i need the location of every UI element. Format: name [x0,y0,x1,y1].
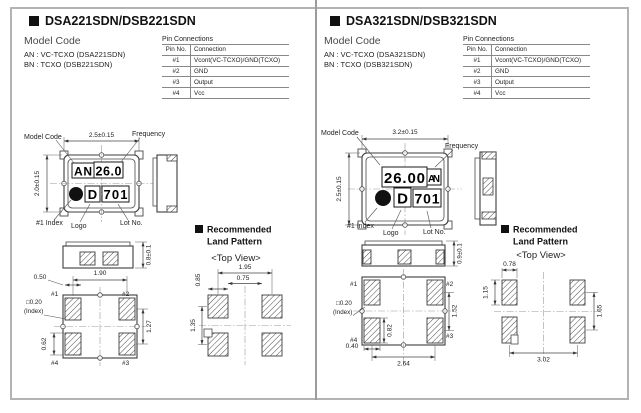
pin-3-label: #3 [446,333,454,340]
model-code-line-an: AN : VC-TCXO (DSA321SDN) [324,50,426,59]
land-dim-span-x: 1.95 [238,264,252,271]
table-row [463,55,590,66]
model-code-block [324,35,425,70]
section-bullet-icon [330,16,340,26]
pin-2-connection: GND [495,67,509,75]
connection-header: Connection [495,46,527,54]
package-top-view [50,145,153,222]
label-frequency: Frequency [445,143,479,150]
label-index: #1 Index [36,220,63,227]
land-pad-1 [208,295,228,318]
land-pattern-drawing [483,261,604,364]
dim-pad-span-y-text: 1.52 [451,304,459,318]
pin-3-label: #3 [122,360,130,367]
dim-body-height [34,155,62,212]
index-mark-note [333,300,365,316]
pin-1-connection: Vcont(VC-TCXO)/GND(TCXO) [194,57,281,65]
pad-2 [119,298,135,320]
label-logo: Logo [383,230,399,237]
pin-4-cell: #4 [463,88,492,99]
pad-4 [65,333,81,355]
land-pad-3 [262,333,282,356]
dim-pad-width [34,274,81,285]
marking-model-code: AN [428,174,440,185]
pin-3-cell: #3 [463,77,492,88]
table-row [162,66,289,77]
dim-pad-span-y-text: 1.27 [146,320,153,333]
land-pad-3 [570,317,585,343]
land-pattern-heading1: Recommended [207,224,272,235]
land-pad-1 [502,280,517,305]
land-pattern-heading2: Land Pattern [207,236,263,247]
marking-frequency: 26.00 [384,170,425,187]
model-code-line-bn: BN : TCXO (DSB221SDN) [24,60,113,69]
index-note-text: (Index) [333,309,353,316]
land-pattern-view-label: <Top View> [516,250,566,261]
table-row [162,55,289,66]
panel-header [330,14,497,28]
pin-2-cell: #2 [463,66,492,77]
pin-no-header: Pin No. [463,45,492,56]
table-row [463,88,590,99]
land-dim-span-y: 1.65 [596,304,604,318]
package-side-view [153,155,177,212]
land-pad-2 [262,295,282,318]
section-bullet-icon [29,16,39,26]
pin-connections-title: Pin Connections [463,36,514,43]
pin-3-cell: #3 [162,77,191,88]
package-drawing-dsa321 [317,118,631,396]
panel-title: DSA321SDN/DSB321SDN [346,14,497,28]
dim-pad-height [41,333,64,355]
index-dot [375,190,391,206]
pin-table-header-row [162,45,289,56]
panel-dsa321sdn [317,7,631,400]
pin-4-label: #4 [51,360,59,367]
pin-2-label: #2 [122,291,130,298]
model-code-block [24,35,125,70]
pin-connections-table [162,36,289,99]
index-mark-text: □0.20 [336,300,352,307]
panel-header [29,14,196,28]
marking-logo: D [397,190,408,208]
pin-connections-table [463,36,590,99]
package-side-view [475,152,496,225]
pin-3-connection: Output [194,78,213,86]
dim-pad-width-text: 0.50 [33,274,47,281]
land-dim-span-x: 3.02 [537,356,550,364]
land-index-notch [511,335,518,344]
dim-body-height-text: 2.0±0.15 [34,170,41,197]
pad-3 [427,318,443,343]
land-dim-span-y: 1.35 [190,319,197,332]
marking-model-code: AN [74,164,92,179]
package-profile-view [63,242,133,268]
land-pattern-heading [195,225,272,265]
package-profile-view [362,241,445,266]
pin-2-connection: GND [194,67,208,75]
pin-4-connection: Vcc [194,89,205,97]
index-dot [69,187,83,201]
pad-2 [427,280,443,305]
dim-thickness-text: 0.8±0.1 [145,244,153,266]
table-row [162,88,289,99]
land-pattern-drawing [190,264,291,365]
label-model-code: Model Code [321,130,359,137]
pin-3-connection: Output [495,78,514,86]
pin-no-header: Pin No. [162,45,191,56]
pin-2-cell: #2 [162,66,191,77]
pin-1-label: #1 [350,281,358,288]
label-frequency: Frequency [132,131,166,138]
label-lot-no: Lot No. [120,220,143,227]
index-mark-text: □0.20 [26,299,42,306]
pad-1 [364,280,380,305]
panel-title: DSA221SDN/DSB221SDN [45,14,196,28]
marking-logo: D [87,187,98,202]
panel-dsa221sdn [10,7,315,400]
table-row [162,77,289,88]
package-bottom-view [350,269,454,366]
label-lot-no: Lot No. [423,229,446,236]
index-note-text: (Index) [24,308,44,315]
pin-1-connection: Vcont(VC-TCXO)/GND(TCXO) [495,57,582,65]
marking-lot-no: 701 [414,190,440,207]
pin-1-label: #1 [51,291,59,298]
package-bottom-view [51,287,146,367]
land-pattern-heading2: Land Pattern [513,236,569,247]
land-index-notch [204,329,212,337]
pin-1-cell: #1 [162,55,191,66]
section-bullet-icon [195,225,203,233]
dim-body-width-text: 2.5±0.15 [88,132,115,139]
dim-thickness-text: 0.9±0.1 [456,243,464,264]
pad-4 [364,318,380,343]
marking-lot-no: 701 [103,187,128,202]
marking-frequency: 26.0 [95,164,122,179]
pin-4-label: #4 [350,337,358,344]
package-top-view [348,143,462,235]
label-logo: Logo [71,223,87,230]
section-bullet-icon [501,225,509,233]
connection-header: Connection [194,46,226,54]
pin-table-header-row [463,45,590,56]
pin-1-cell: #1 [463,55,492,66]
pin-2-label: #2 [446,281,454,288]
pin-4-connection: Vcc [495,89,506,97]
package-drawing-dsa221 [10,118,316,396]
table-row [463,66,590,77]
land-dim-pad-w: 0.85 [195,273,202,287]
dim-thickness [135,242,153,268]
land-pattern-heading1: Recommended [513,224,578,235]
dim-pad-height-text: 0.82 [386,324,394,337]
index-mark-note [24,299,66,319]
table-row [463,77,590,88]
model-code-heading: Model Code [24,35,81,47]
pin-4-cell: #4 [162,88,191,99]
model-code-line-an: AN : VC-TCXO (DSA221SDN) [24,50,126,59]
dim-body-height-text: 2.5±0.15 [336,176,343,202]
dim-pad-height-text: 0.62 [41,337,48,351]
land-dim-pad-w: 0.78 [503,261,516,268]
dim-pad-span-x-text: 1.90 [93,270,107,277]
land-dim-pad-h: 1.15 [482,286,490,299]
pad-3 [119,333,135,355]
dim-pad-width-text: 0.40 [345,343,359,350]
label-index: #1 Index [347,223,374,230]
dim-thickness [446,241,464,266]
label-model-code: Model Code [24,134,62,141]
model-code-line-bn: BN : TCXO (DSB321SDN) [324,60,413,69]
land-pattern-view-label: <Top View> [211,253,261,264]
land-pad-2 [570,280,585,305]
dim-pad-span-x-text: 2.64 [397,360,410,368]
pad-1 [65,298,81,320]
dim-body-width-text: 3.2±0.15 [392,129,418,136]
pin-connections-title: Pin Connections [162,36,213,43]
land-pattern-heading [501,225,578,262]
land-dim-gap-x: 0.75 [236,275,250,282]
model-code-heading: Model Code [324,35,381,47]
